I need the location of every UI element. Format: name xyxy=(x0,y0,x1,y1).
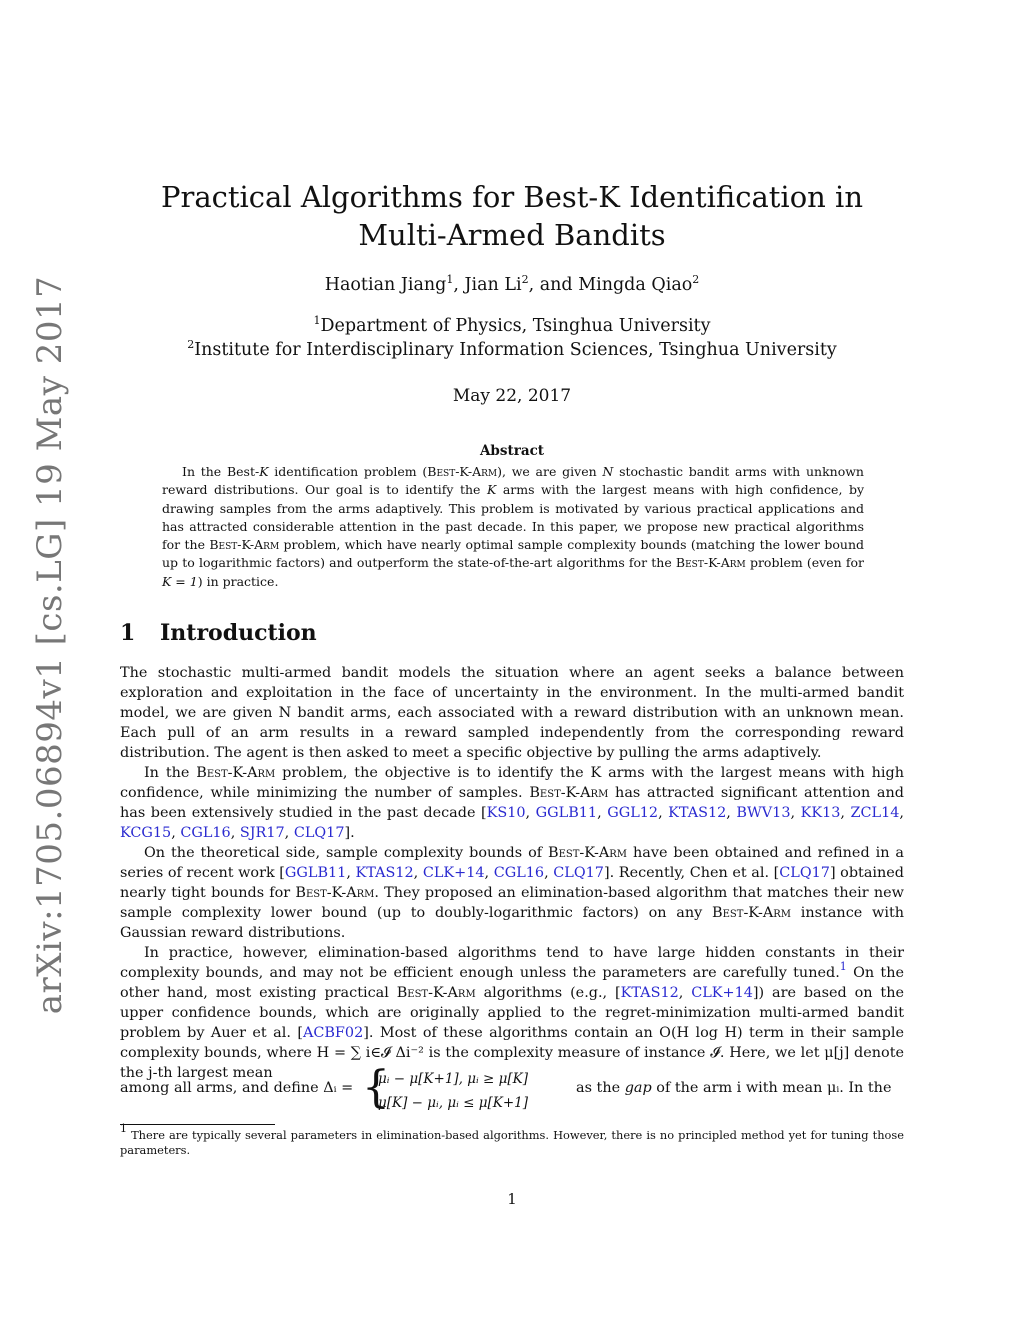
citation-link[interactable]: GGLB11 xyxy=(535,805,598,821)
paragraph-4: In practice, however, elimination-based algorithms tend to have large hidden constants in their complexity bounds, and may not be efficient enough unless the parameters are carefully tuned.$^1$ On the other hand, most existing practical Best-K-Arm algorithms (e.g., [KTAS12, CLK+14]) are based on the upper confidence bounds, which are originally applied to the regret-minimization multi-armed bandit problem by Auer et al. [ACBF02]. Most of these algorithms contain an O(H log H) term in their sample complexity bounds, where H = ∑ i∈𝓘 Δi⁻² is the complexity measure of instance 𝓘. Here, we let μ[j] denote the j-th largest mean xyxy=(120,945,905,1081)
affiliation-2 xyxy=(120,340,904,360)
paragraph-3: On the theoretical side, sample complexity bounds of Best-K-Arm have been obtained and refined in a series of recent work [GGLB11, KTAS12, CLK+14, CGL16, CLQ17]. Recently, Chen et al. [CLQ17] obtained nearly tight bounds for Best-K-Arm. They proposed an elimination-based algorithm that matches their new sample complexity lower bound (up to doubly-logarithmic factors) on any Best-K-Arm instance with Gaussian reward distributions. xyxy=(120,845,905,941)
citation-link[interactable]: SJR17 xyxy=(239,825,285,841)
abstract-text: ), we are given xyxy=(497,464,603,479)
text-run: ] obtained nearly tight bounds for xyxy=(120,865,905,901)
text-run: On the other hand, most existing practical xyxy=(120,965,904,1001)
problem-name: Best-K-Arm xyxy=(196,765,276,781)
abstract-math: K xyxy=(486,482,497,498)
cases-brace: { xyxy=(362,1062,390,1113)
citation-link[interactable]: CLK+14 xyxy=(422,865,485,881)
abstract-text: ) in practice. xyxy=(197,573,279,589)
text-run: ]) are based on the upper confidence bounds, which are originally applied to the regret-minimization multi-armed bandit problem by Auer et al. [ xyxy=(120,985,904,1041)
abstract-text: In the Best- xyxy=(182,464,260,479)
citation-link[interactable]: CGL16 xyxy=(493,865,545,881)
abstract-problem-name: Best-K-Arm xyxy=(427,464,498,479)
citation-link[interactable]: KTAS12 xyxy=(355,865,414,881)
citation-link[interactable]: BWV13 xyxy=(736,805,791,821)
author-list xyxy=(120,275,904,295)
affiliation-2-sup: 2 xyxy=(187,338,195,351)
author-2: , Jian Li xyxy=(453,275,522,295)
citation-link[interactable]: ZCL14 xyxy=(850,805,900,821)
citation-link[interactable]: CLK+14 xyxy=(691,985,753,1001)
abstract-math: N xyxy=(602,464,614,479)
abstract-text: problem (even for xyxy=(745,555,864,571)
introduction-body xyxy=(120,663,904,1083)
author-1: Haotian Jiang xyxy=(324,275,447,295)
text-run: have been obtained and refined in a series of recent work [ xyxy=(120,845,904,881)
citation-link[interactable]: ACBF02 xyxy=(302,1025,364,1041)
gap-definition-tail xyxy=(576,1080,891,1096)
abstract-text: problem, which have nearly optimal sample complexity bounds (matching the lower bound up to logarithmic factors) and outperform the state-of-the-art algorithms for the xyxy=(162,537,865,571)
abstract-text: arms with the largest means with high confidence, by drawing samples from the arms adaptively. This problem is motivated by various practical applications and has attracted considerable attention in the past decade. In this paper, we propose new practical algorithms for the xyxy=(162,482,865,553)
author-2-sup: 2 xyxy=(521,273,529,286)
problem-name: Best-K-Arm xyxy=(712,905,792,921)
footnote-rule xyxy=(120,1124,275,1125)
section-heading xyxy=(120,620,317,646)
abstract-text: identification problem ( xyxy=(268,464,428,479)
abstract-text: stochastic bandit arms with unknown reward distributions. Our goal is to identify the xyxy=(162,464,864,498)
citation-link[interactable]: GGL12 xyxy=(607,805,659,821)
citation-link[interactable]: CLQ17 xyxy=(779,865,830,881)
paragraph-2: In the Best-K-Arm problem, the objective is to identify the K arms with the largest means with high confidence, while minimizing the number of samples. Best-K-Arm has attracted significant attention and has been extensively studied in the past decade [KS10, GGLB11, GGL12, KTAS12, BWV13, KK13, ZCL14, KCG15, CGL16, SJR17, CLQ17]. xyxy=(120,765,904,841)
problem-name: Best-K-Arm xyxy=(295,885,375,901)
abstract-math: K xyxy=(259,464,269,479)
paper-title xyxy=(120,178,904,254)
text-run: as the xyxy=(576,1080,625,1096)
footnote-text: There are typically several parameters in elimination-based algorithms. However, there is no principled method yet for tuning those parameters. xyxy=(120,1128,904,1157)
text-run: problem, the objective is to identify the K arms with the largest means with high confidence, while minimizing the number of samples. xyxy=(120,765,904,801)
case-2: μ[K] − μᵢ, μᵢ ≤ μ[K+1] xyxy=(378,1095,529,1111)
abstract-math: K = 1 xyxy=(162,573,198,589)
text-run: . They proposed an elimination-based algorithm that matches their new sample complexity lower bound (up to doubly-logarithmic factors) on any xyxy=(120,885,904,921)
citation-link[interactable]: KTAS12 xyxy=(668,805,727,821)
text-run: In practice, however, elimination-based algorithms tend to have large hidden constants in their complexity bounds, and may not be efficient enough unless the parameters are carefully tuned. xyxy=(120,945,904,981)
affiliation-1-sup: 1 xyxy=(313,314,321,327)
problem-name: Best-K-Arm xyxy=(396,985,476,1001)
title-line-2: Multi-Armed Bandits xyxy=(358,218,666,252)
citation-link[interactable]: CGL16 xyxy=(180,825,231,841)
abstract-problem-name: Best-K-Arm xyxy=(675,555,746,571)
text-run: algorithms (e.g., [ xyxy=(475,985,621,1001)
gap-definition xyxy=(120,1062,904,1117)
citation-link[interactable]: CLQ17 xyxy=(293,825,345,841)
text-run: instance with Gaussian reward distributions. xyxy=(120,905,904,941)
author-3-sup: 2 xyxy=(692,273,700,286)
arxiv-stamp xyxy=(30,275,71,1015)
author-3: , and Mingda Qiao xyxy=(528,275,693,295)
text-run: On the theoretical side, sample complexity bounds of xyxy=(144,845,549,861)
section-title: Introduction xyxy=(160,620,317,646)
citation-link[interactable]: CLQ17 xyxy=(553,865,604,881)
case-1: μᵢ − μ[K+1], μᵢ ≥ μ[K] xyxy=(378,1071,529,1087)
citation-link[interactable]: KS10 xyxy=(486,805,526,821)
text-run: ]. Most of these algorithms contain an O(H log H) term in their sample complexity bounds, where H = ∑ i∈𝓘 Δi⁻² is the complexity measure of instance 𝓘. Here, we let μ[j] denote the j-th largest mean xyxy=(120,1025,905,1081)
abstract-problem-name: Best-K-Arm xyxy=(209,537,280,553)
citation-link[interactable]: KTAS12 xyxy=(620,985,679,1001)
footnote xyxy=(120,1122,904,1158)
citation-link[interactable]: KK13 xyxy=(800,805,841,821)
abstract-body xyxy=(162,463,864,591)
affiliation-1 xyxy=(120,316,904,336)
page-number: 1 xyxy=(507,1190,517,1208)
problem-name: Best-K-Arm xyxy=(548,845,628,861)
paper-date: May 22, 2017 xyxy=(452,386,572,406)
footnote-mark: 1 xyxy=(120,1122,127,1135)
footnote-mark-link[interactable]: 1 xyxy=(839,960,847,973)
arxiv-stamp-text: arXiv:1705.06894v1 [cs.LG] 19 May 2017 xyxy=(30,275,71,1015)
text-run: ]. Recently, Chen et al. [ xyxy=(603,865,780,881)
affiliation-1-text: Department of Physics, Tsinghua University xyxy=(320,316,711,336)
title-line-1: Practical Algorithms for Best-K Identification in xyxy=(160,180,864,214)
abstract-heading: Abstract xyxy=(479,443,545,459)
text-run: ]. xyxy=(344,825,355,841)
citation-link[interactable]: GGLB11 xyxy=(284,865,347,881)
paragraph-1: The stochastic multi-armed bandit models the situation where an agent seeks a balance between exploration and exploitation in the face of uncertainty in the environment. In the multi-armed bandit model, we are given N bandit arms, each associated with a reward distribution with an unknown mean. Each pull of an arm results in a reward sampled independently from the corresponding reward distribution. The agent is then asked to meet a specific objective by pulling the arms adaptively. xyxy=(120,665,904,761)
text-run: of the arm i with mean μᵢ. In the xyxy=(651,1080,892,1096)
text-run: In the xyxy=(144,765,197,781)
section-number: 1 xyxy=(120,620,136,646)
affiliation-2-text: Institute for Interdisciplinary Information Sciences, Tsinghua University xyxy=(194,340,837,360)
problem-name: Best-K-Arm xyxy=(529,785,609,801)
author-1-sup: 1 xyxy=(446,273,454,286)
gap-definition-lead: among all arms, and define Δᵢ = xyxy=(120,1080,354,1096)
gap-term: gap xyxy=(624,1080,652,1096)
citation-link[interactable]: KCG15 xyxy=(120,825,172,841)
text-run: has attracted significant attention and has been extensively studied in the past decade [ xyxy=(120,785,904,821)
